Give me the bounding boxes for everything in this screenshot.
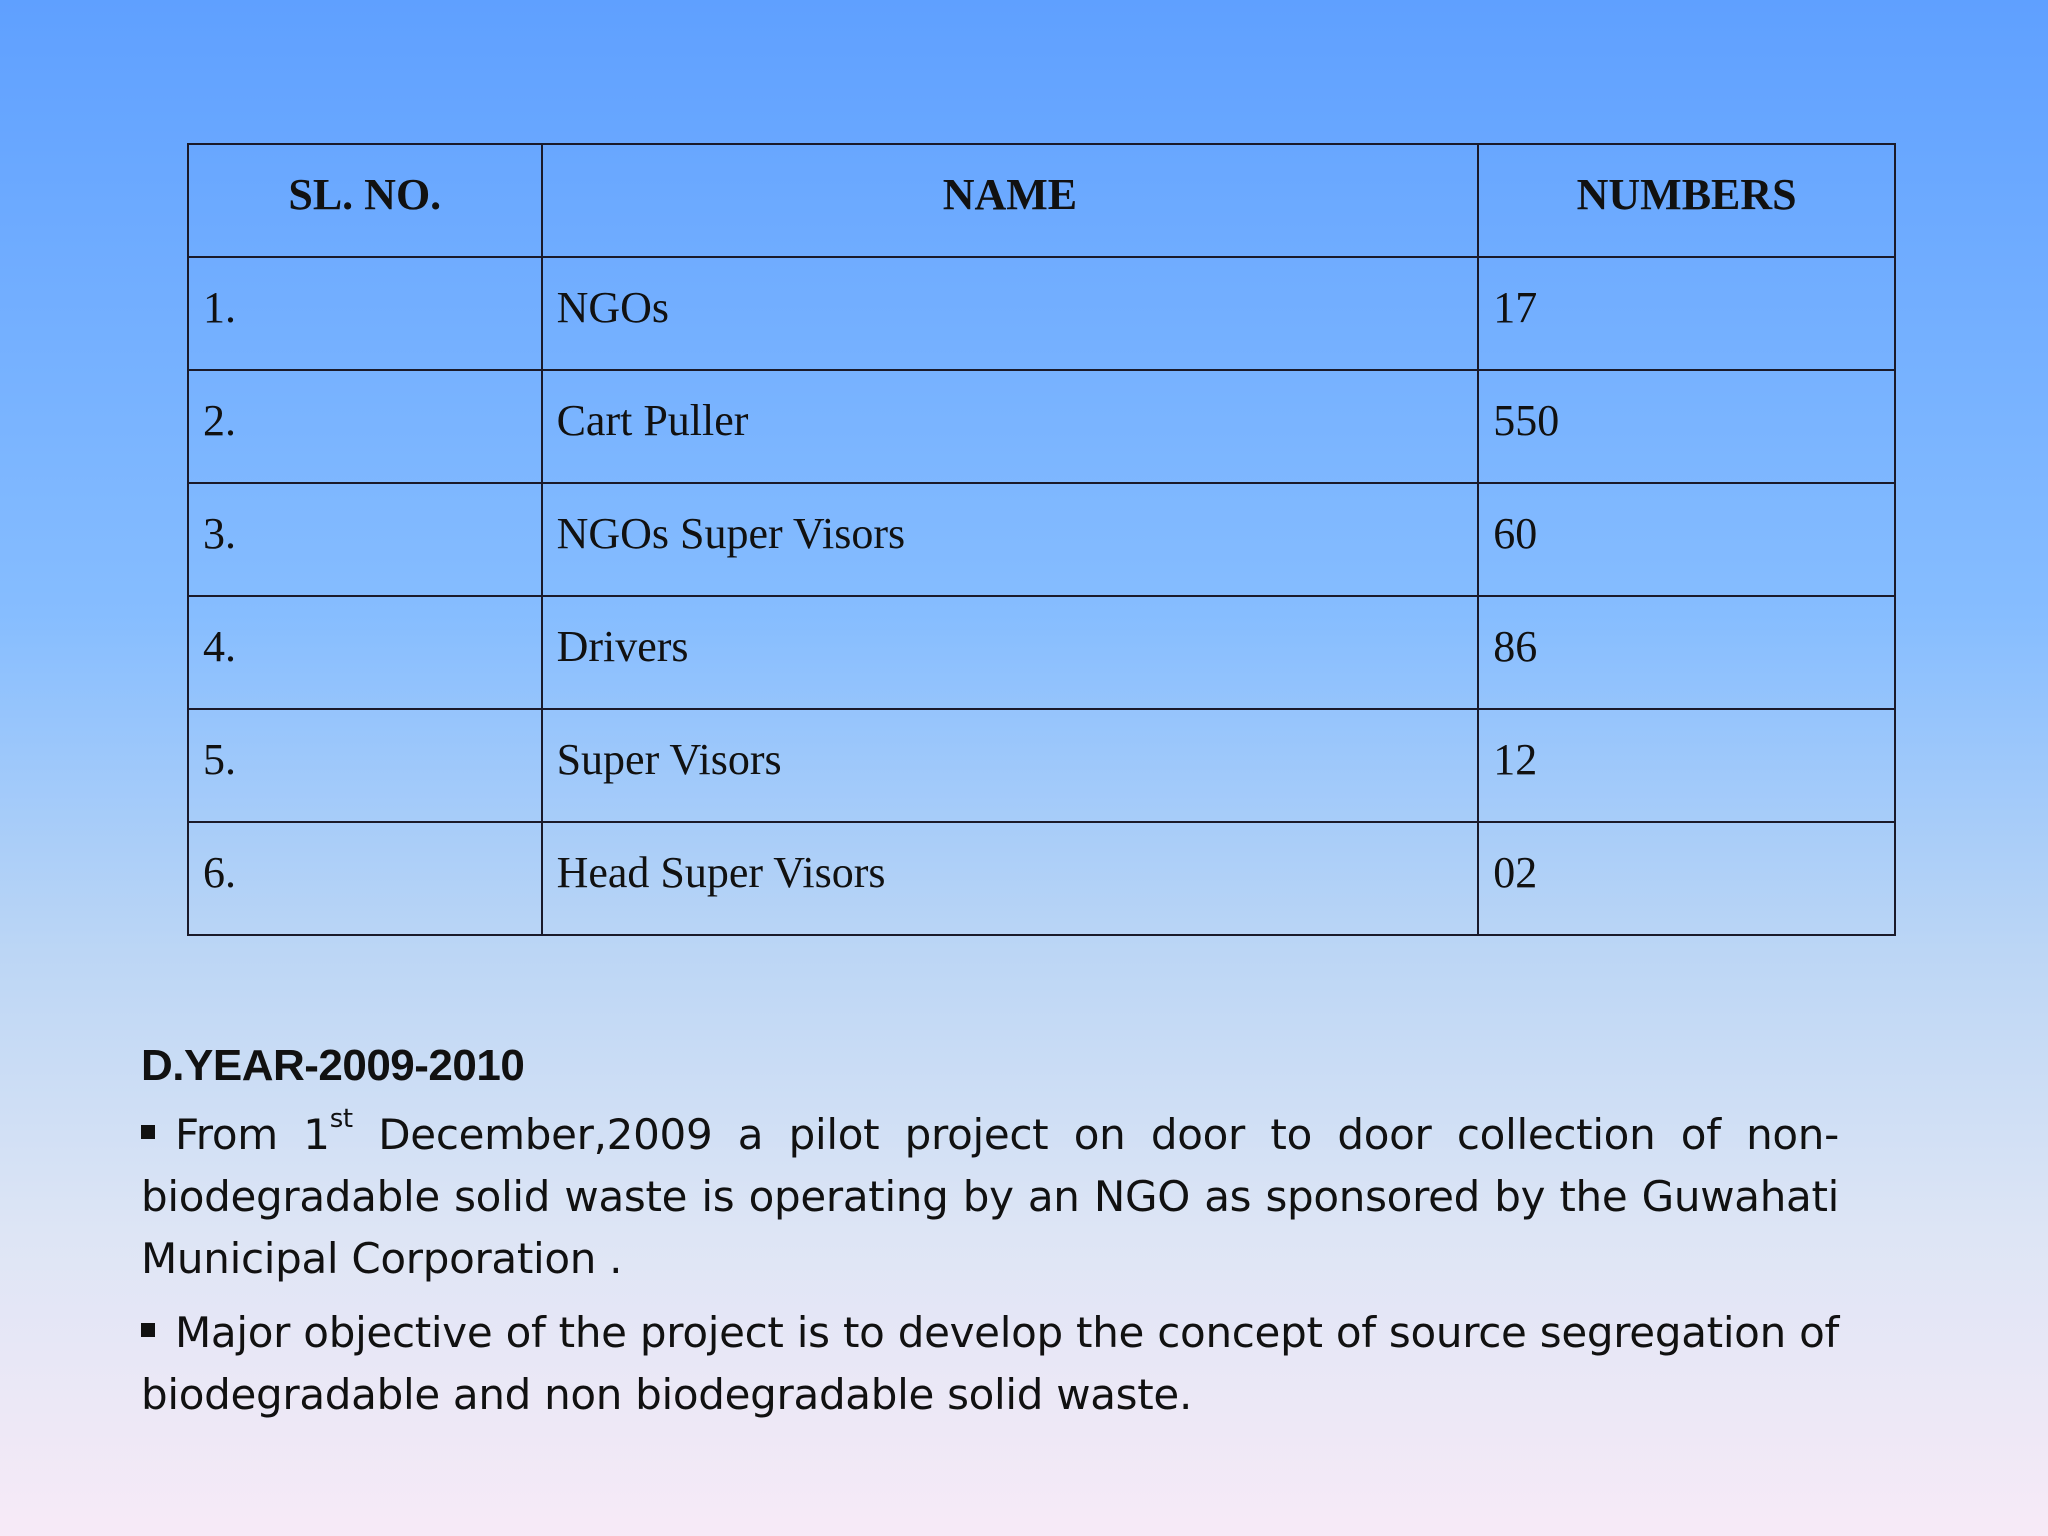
bullet-1-prefix: From 1	[175, 1110, 330, 1159]
table-row	[188, 709, 1895, 822]
cell-number: 550	[1478, 370, 1895, 483]
cell-sl-no: 6.	[188, 822, 542, 935]
staff-table	[187, 143, 1896, 936]
table-row	[188, 257, 1895, 370]
square-bullet-icon	[141, 1125, 155, 1139]
section-heading: D.YEAR-2009-2010	[141, 1041, 525, 1090]
bullet-1-superscript: st	[329, 1104, 353, 1134]
cell-name: NGOs Super Visors	[542, 483, 1479, 596]
text-block	[141, 1034, 1839, 1438]
bullet-paragraph-2	[141, 1302, 1839, 1426]
bullet-2-text: Major objective of the project is to develop the concept of source segregation of biodegradable and non biodegradable solid waste.	[141, 1308, 1839, 1419]
table-row	[188, 483, 1895, 596]
square-bullet-icon	[141, 1323, 155, 1337]
cell-number: 86	[1478, 596, 1895, 709]
header-name: NAME	[542, 144, 1479, 257]
cell-number: 12	[1478, 709, 1895, 822]
cell-sl-no: 4.	[188, 596, 542, 709]
cell-sl-no: 5.	[188, 709, 542, 822]
cell-number: 02	[1478, 822, 1895, 935]
header-numbers: NUMBERS	[1478, 144, 1895, 257]
table-row	[188, 822, 1895, 935]
cell-name: Cart Puller	[542, 370, 1479, 483]
cell-sl-no: 2.	[188, 370, 542, 483]
cell-sl-no: 3.	[188, 483, 542, 596]
table-header-row	[188, 144, 1895, 257]
cell-name: Super Visors	[542, 709, 1479, 822]
cell-number: 60	[1478, 483, 1895, 596]
bullet-1-text: December,2009 a pilot project on door to door collection of non-biodegradable solid waste is operating by an NGO as sponsored by the Guwahati Municipal Corporation .	[141, 1110, 1839, 1283]
bullet-paragraph-1	[141, 1104, 1839, 1290]
cell-sl-no: 1.	[188, 257, 542, 370]
table-row	[188, 370, 1895, 483]
cell-number: 17	[1478, 257, 1895, 370]
table-row	[188, 596, 1895, 709]
cell-name: Drivers	[542, 596, 1479, 709]
cell-name: Head Super Visors	[542, 822, 1479, 935]
header-sl-no: SL. NO.	[188, 144, 542, 257]
cell-name: NGOs	[542, 257, 1479, 370]
